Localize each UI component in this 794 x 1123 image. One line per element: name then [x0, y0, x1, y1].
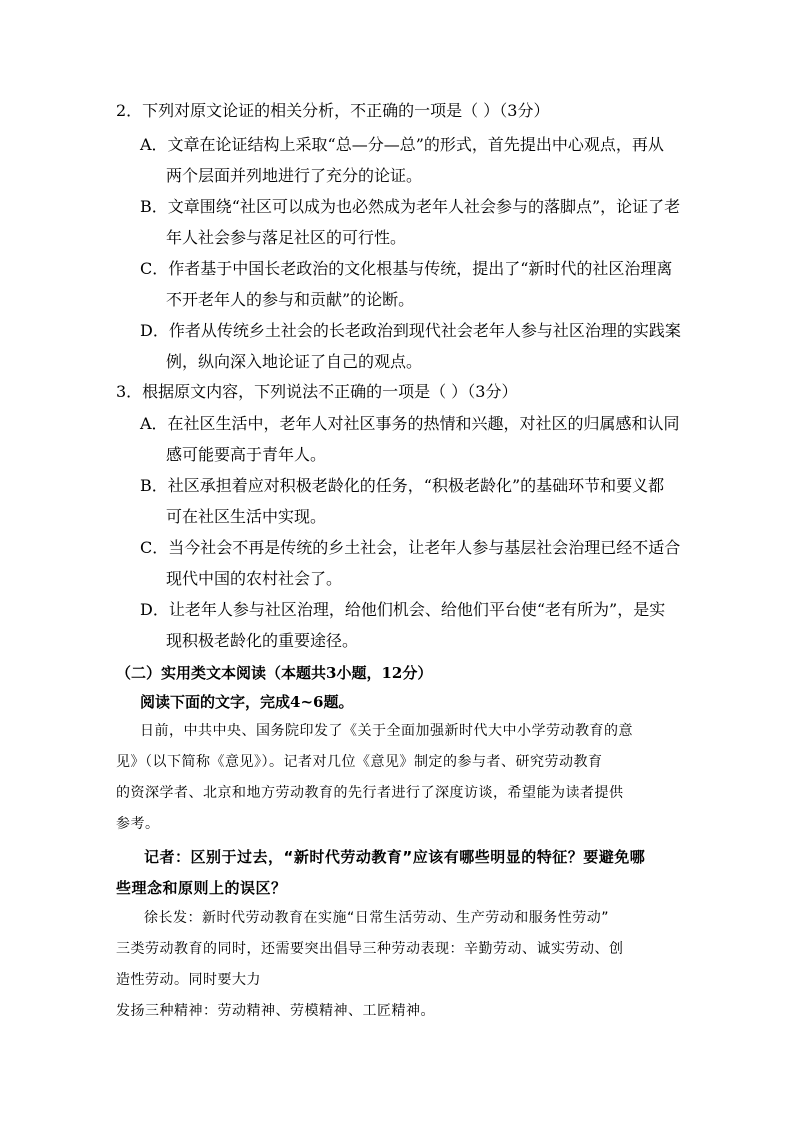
option-line: B．文章围绕“社区可以成为也必然成为老年人社会参与的落脚点”，论证了老 — [140, 197, 681, 216]
interview-answer-line-2: 三类劳动教育的同时，还需要突出倡导三种劳动表现：辛勤劳动、诚实劳动、创 — [116, 941, 624, 957]
option-line-continued: 两个层面并列地进行了充分的论证。 — [166, 166, 423, 185]
question-3-option-c[interactable] — [140, 532, 685, 594]
question-2-option-a[interactable] — [140, 129, 685, 191]
section-title: （二）实用类文本阅读（本题共3小题，12分） — [116, 664, 433, 682]
question-2-option-d[interactable] — [140, 315, 685, 377]
interview-answer-line-4: 发扬三种精神：劳动精神、劳模精神、工匠精神。 — [116, 1003, 435, 1019]
interview-question-line-1: 记者：区别于过去，“新时代劳动教育”应该有哪些明显的特征？要避免哪 — [144, 848, 646, 866]
option-line-continued: 感可能要高于青年人。 — [166, 445, 327, 464]
option-line: D．让老年人参与社区治理，给他们机会、给他们平台使“老有所为”，是实 — [140, 600, 666, 619]
option-line: D．作者从传统乡土社会的长老政治到现代社会老年人参与社区治理的实践案 — [140, 321, 681, 340]
article-intro-line-2: 见》（以下简称《意见》）。记者对几位《意见》制定的参与者、研究劳动教育 — [116, 754, 603, 770]
option-line-continued: 例，纵向深入地论证了自己的观点。 — [166, 352, 423, 371]
interview-question-line-2: 些理念和原则上的误区？ — [116, 879, 287, 897]
option-line: B．社区承担着应对积极老龄化的任务，“积极老龄化”的基础环节和要义都 — [140, 476, 665, 495]
article-intro-line-1: 日前，中共中央、国务院印发了《关于全面加强新时代大中小学劳动教育的意 — [140, 723, 633, 739]
option-line: C．当今社会不再是传统的乡土社会，让老年人参与基层社会治理已经不适合 — [140, 538, 681, 557]
question-2-stem: 2．下列对原文论证的相关分析，不正确的一项是（ ）（3分） — [116, 101, 550, 120]
interview-answer-line-3: 造性劳动。同时要大力 — [116, 972, 261, 988]
option-line-continued: 现代中国的农村社会了。 — [166, 569, 343, 588]
option-line: A．在社区生活中，老年人对社区事务的热情和兴趣，对社区的归属感和认同 — [140, 414, 680, 433]
option-line-continued: 不开老年人的参与和贡献”的论断。 — [166, 290, 415, 309]
article-intro-line-4: 参考。 — [116, 816, 160, 832]
question-2-option-b[interactable] — [140, 191, 685, 253]
interview-answer-line-1: 徐长发：新时代劳动教育在实施“日常生活劳动、生产劳动和服务性劳动” — [144, 910, 610, 926]
question-3-option-b[interactable] — [140, 470, 685, 532]
question-3-stem: 3．根据原文内容，下列说法不正确的一项是（ ）（3分） — [116, 382, 518, 401]
option-line-continued: 年人社会参与落足社区的可行性。 — [166, 228, 407, 247]
article-intro-line-3: 的资深学者、北京和地方劳动教育的先行者进行了深度访谈，希望能为读者提供 — [116, 785, 624, 801]
question-3-option-d[interactable] — [140, 594, 685, 656]
option-line-continued: 可在社区生活中实现。 — [166, 507, 327, 526]
section-instruction: 阅读下面的文字，完成4~6题。 — [140, 693, 354, 711]
option-line: C．作者基于中国长老政治的文化根基与传统，提出了“新时代的社区治理离 — [140, 259, 673, 278]
question-2-option-c[interactable] — [140, 253, 685, 315]
question-3-option-a[interactable] — [140, 408, 685, 470]
option-line: A．文章在论证结构上采取“总—分—总”的形式，首先提出中心观点，再从 — [140, 135, 664, 154]
option-line-continued: 现积极老龄化的重要途径。 — [166, 631, 359, 650]
